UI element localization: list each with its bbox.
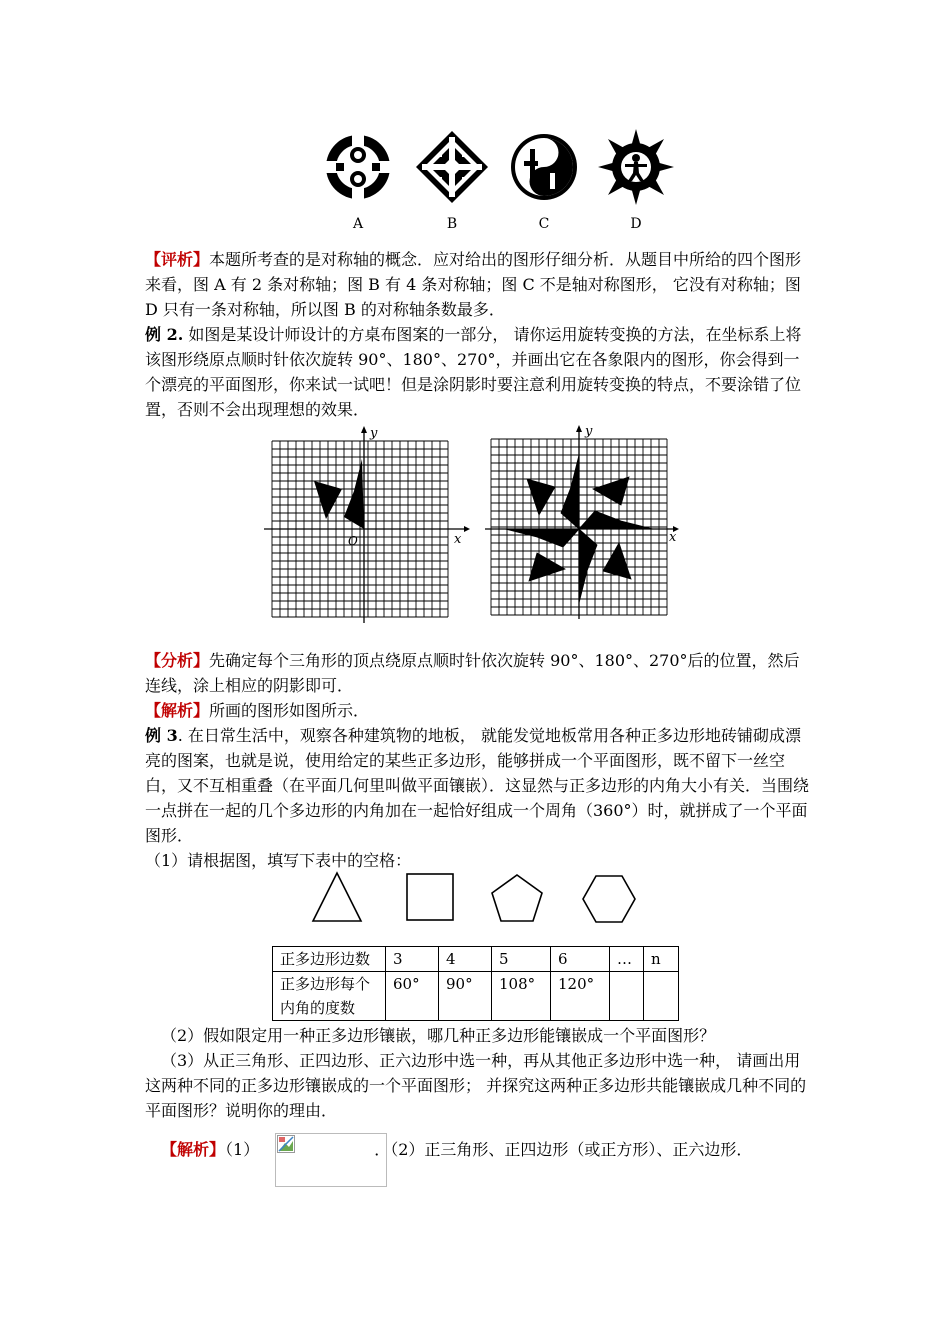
emblem-label-d: D bbox=[630, 216, 642, 232]
emblem-label-b: B bbox=[446, 216, 458, 232]
table-cell: … bbox=[610, 947, 644, 972]
analysis-paragraph-2 bbox=[145, 648, 810, 698]
grid-right-y-label: y bbox=[585, 425, 593, 439]
example-2-paragraph bbox=[145, 322, 810, 422]
solution-text: 所画的图形如图所示． bbox=[209, 701, 370, 720]
solution-paragraph-1 bbox=[145, 698, 810, 723]
emblem-a bbox=[324, 133, 392, 201]
emblem-c bbox=[511, 134, 577, 200]
emblem-d bbox=[598, 129, 674, 205]
table-cell: 60° bbox=[386, 972, 439, 1021]
grid-figure-right bbox=[483, 425, 688, 620]
table-header-line: 内角的度数 bbox=[280, 999, 356, 1017]
broken-image-icon bbox=[277, 1135, 295, 1153]
grid-left-origin-label: O bbox=[348, 534, 358, 548]
grid-right-x-label: x bbox=[669, 530, 677, 545]
example-3-paragraph bbox=[145, 723, 810, 848]
question-2: （2）假如限定用一种正多边形镶嵌，哪几种正多边形能镶嵌成一个平面图形？ bbox=[161, 1026, 716, 1045]
emblem-label-a: A bbox=[352, 216, 364, 232]
question-3: （3）从正三角形、正四边形、正六边形中选一种，再从其他正多边形中选一种， 请画出用这两种不同的正多边形镶嵌成的一个平面图形； 并探究这两种正多边形共能镶嵌成几种不同的平面图形？说明你的理由． bbox=[145, 1051, 807, 1120]
triangle-shape bbox=[313, 873, 361, 921]
table-cell: 3 bbox=[386, 947, 439, 972]
question-1: （1）请根据图，填写下表中的空格： bbox=[145, 851, 412, 870]
example-3-text: . 在日常生活中，观察各种建筑物的地板， 就能发觉地板常用各种正多边形地砖铺砌成漂亮的图案，也就是说，使用给定的某些正多边形，能够拼成一个平面图形，既不留下一丝空白，又不互相重叠（在平面几何里叫做平面镶嵌）．这显然与正多边形的内角大小有关．当围绕一点拼在一起的几个多边形的内角加在一起恰好组成一个周角（360°）时，就拼成了一个平面图形． bbox=[145, 726, 810, 845]
analysis-text-2: 先确定每个三角形的顶点绕原点顺时针依次旋转 90°、180°、270°后的位置，然后连线，涂上相应的阴影即可． bbox=[145, 651, 800, 695]
table-header-line: 正多边形每个 bbox=[280, 975, 371, 993]
hexagon-shape bbox=[583, 876, 635, 922]
grid-left-y-label: y bbox=[370, 426, 378, 441]
broken-image-placeholder bbox=[275, 1133, 387, 1187]
table-cell: 108° bbox=[492, 972, 551, 1021]
square-shape bbox=[407, 874, 453, 920]
emblem-label-c: C bbox=[538, 216, 550, 232]
table-header-cell bbox=[273, 972, 386, 1021]
table-cell: 120° bbox=[551, 972, 610, 1021]
grid-left-x-label: x bbox=[454, 532, 462, 547]
polygons-figure bbox=[305, 868, 645, 928]
table-cell: 4 bbox=[439, 947, 492, 972]
answer-part-2: （2）正三角形、正四边形（或正方形）、正六边形． bbox=[390, 1140, 753, 1159]
angle-table bbox=[272, 946, 679, 1021]
solution-tag: 【解析】 bbox=[145, 701, 210, 720]
example-3-label: 例 3 bbox=[145, 726, 178, 745]
analysis-tag-2: 【分析】 bbox=[145, 651, 210, 670]
example-2-text: 如图是某设计师设计的方桌布图案的一部分， 请你运用旋转变换的方法，在坐标系上将该图形绕原点顺时针依次旋转 90°、180°、270°，并画出它在各象限内的图形，你会得到一个漂亮的平面图形，你来试一试吧！但是涂阴影时要注意利用旋转变换的特点，不要涂错了位置，否则不会出现理想的效果． bbox=[145, 325, 802, 419]
example-2-label: 例 2. bbox=[145, 325, 184, 344]
grid-figure-left bbox=[262, 425, 472, 625]
emblems-figure bbox=[310, 125, 690, 233]
analysis-tag: 【评析】 bbox=[145, 250, 210, 269]
table-row bbox=[273, 972, 679, 1021]
analysis-paragraph-1 bbox=[145, 247, 810, 322]
answer-part-1: （1） bbox=[225, 1140, 260, 1159]
table-row bbox=[273, 947, 679, 972]
answer-line bbox=[145, 1137, 810, 1162]
emblem-b bbox=[416, 131, 488, 203]
answer-dot: ． bbox=[374, 1140, 391, 1159]
table-header-cell: 正多边形边数 bbox=[273, 947, 386, 972]
table-cell: 90° bbox=[439, 972, 492, 1021]
table-cell bbox=[610, 972, 644, 1021]
pentagon-shape bbox=[492, 875, 542, 921]
table-cell: n bbox=[644, 947, 679, 972]
table-cell: 6 bbox=[551, 947, 610, 972]
analysis-text: 本题所考查的是对称轴的概念．应对给出的图形仔细分析．从题目中所给的四个图形来看，图 A 有 2 条对称轴；图 B 有 4 条对称轴；图 C 不是轴对称图形， 它没有对称轴；图 D 只有一条对称轴，所以图 B 的对称轴条数最多． bbox=[145, 250, 802, 319]
answer-tag: 【解析】 bbox=[161, 1140, 226, 1159]
table-cell bbox=[644, 972, 679, 1021]
table-cell: 5 bbox=[492, 947, 551, 972]
